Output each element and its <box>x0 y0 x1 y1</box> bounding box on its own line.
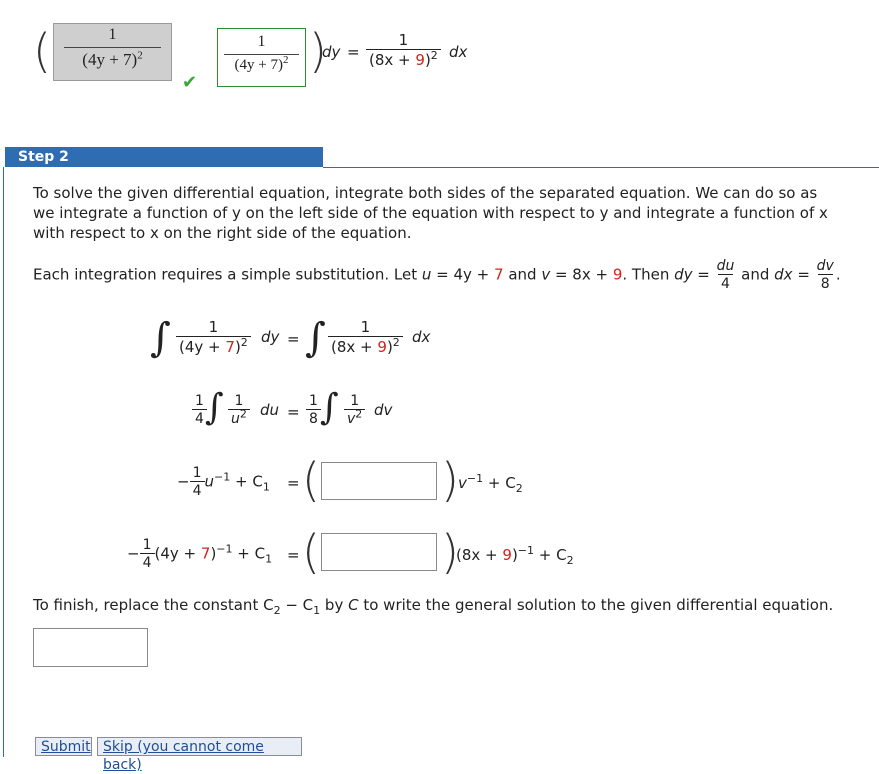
eq2-coef-left: $\frac{1}{4}$ <box>192 393 207 427</box>
dx-label: dx <box>449 43 468 61</box>
eq2-dv: dv <box>374 401 393 419</box>
coefficient-input-2[interactable] <box>321 533 437 571</box>
general-solution-input[interactable] <box>33 628 148 667</box>
eq4-right-expression: $(8x + 9)^{-1} + C_2$ <box>456 544 574 567</box>
rhs-fraction: $\frac{1}{(8x + 9)^2}$ <box>366 31 441 69</box>
integral-sign: ∫ <box>205 387 224 428</box>
eq1-equals: = <box>287 330 300 348</box>
equals-sign: = <box>347 43 360 61</box>
right-paren: ) <box>441 525 459 579</box>
dy-label: dy <box>322 43 341 61</box>
eq4-left-expression: − $\frac{1}{4}$ $(4y + 7)^{-1} + C_1$ <box>127 537 273 571</box>
eq2-du: du <box>260 401 280 419</box>
answer-denominator: $(4y + 7)^2$ <box>82 49 143 69</box>
correct-answer-box <box>217 28 306 87</box>
check-icon: ✔ <box>182 72 198 93</box>
eq2-coef-right: $\frac{1}{8}$ <box>306 393 321 427</box>
eq3-right-expression: $v^{-1} + C_2$ <box>458 472 523 495</box>
eq3-equals: = <box>287 474 300 492</box>
left-paren: ( <box>302 453 320 507</box>
step-divider <box>323 167 879 168</box>
left-paren: ( <box>302 525 320 579</box>
step-header: Step 2 <box>5 147 323 167</box>
integral-sign: ∫ <box>320 387 339 428</box>
correct-denominator: $(4y + 7)^2$ <box>234 54 289 73</box>
right-paren: ) <box>309 24 327 78</box>
skip-button[interactable]: Skip (you cannot come back) <box>97 737 302 756</box>
eq2-equals: = <box>287 403 300 421</box>
eq1-dx: dx <box>412 328 431 346</box>
integral-sign: ∫ <box>305 315 326 361</box>
eq1-left-fraction: $\frac{1}{(4y + 7)^2}$ <box>176 318 251 356</box>
step-left-rule <box>3 167 4 757</box>
correct-numerator: 1 <box>257 33 266 50</box>
eq1-dy: dy <box>261 328 280 346</box>
previous-answer-box <box>53 23 172 81</box>
eq1-right-fraction: $\frac{1}{(8x + 9)^2}$ <box>328 318 403 356</box>
eq2-fraction-v: $\frac{1}{v^2}$ <box>344 393 365 427</box>
finish-instruction: To finish, replace the constant $C_2 - C_1$ by C to write the general solution to the given differential equation. <box>33 596 834 617</box>
submit-button[interactable]: Submit <box>35 737 92 756</box>
substitution-paragraph: Each integration requires a simple substitution. Let u = 4y + 7 and v = 8x + 9. Then dy = $\frac{du}{4}$ and dx = $\frac{dv}{8}$ . <box>33 258 841 292</box>
left-paren: ( <box>33 24 51 78</box>
integral-sign: ∫ <box>150 315 171 361</box>
answer-numerator: 1 <box>108 26 117 43</box>
explanation-paragraph: To solve the given differential equation, integrate both sides of the separated equation. We can do so as we integrate a function of y on the left side of the equation with respect to y and integrate a function of x with respect to x on the right side of the equation. <box>33 184 828 242</box>
coefficient-input-1[interactable] <box>321 462 437 500</box>
eq3-left-expression: − $\frac{1}{4}$ $u^{-1} + C_1$ <box>177 465 270 499</box>
eq2-fraction-u: $\frac{1}{u^2}$ <box>228 393 250 427</box>
eq4-equals: = <box>287 546 300 564</box>
right-paren: ) <box>441 453 459 507</box>
